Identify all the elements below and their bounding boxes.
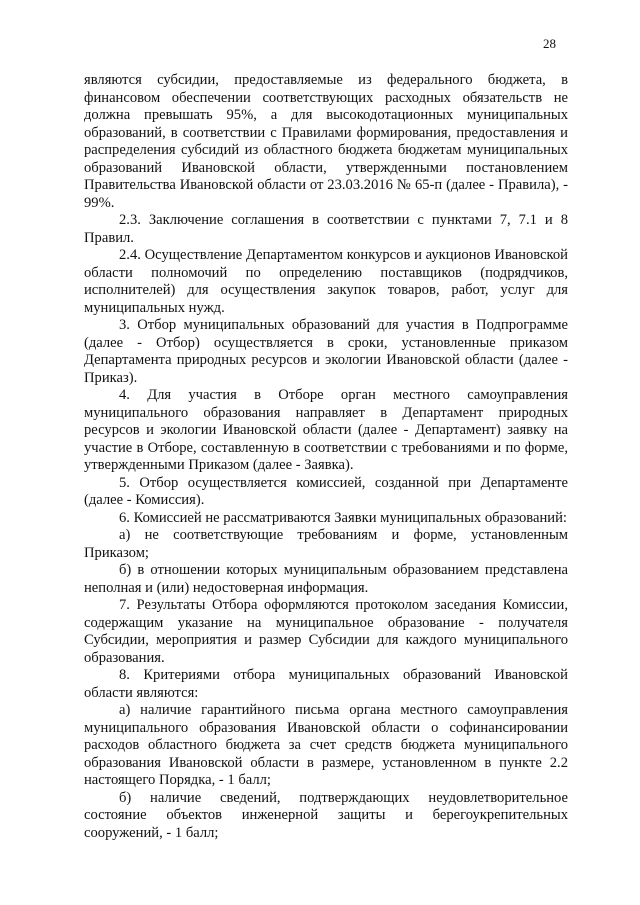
document-body (84, 72, 568, 842)
paragraph-5: 5. Отбор осуществляется комиссией, созданной при Департаменте (далее - Комиссия). (84, 474, 568, 508)
paragraph-2-3: 2.3. Заключение соглашения в соответствии с пунктами 7, 7.1 и 8 Правил. (84, 212, 568, 246)
paragraph-8: 8. Критериями отбора муниципальных образований Ивановской области являются: (84, 667, 568, 701)
paragraph-8-a: а) наличие гарантийного письма органа местного самоуправления муниципального образования Ивановской области о софинансировании расходов областного бюджета за счет средств бюджета муниципального образования Ивановской области в размере, установленном в пункте 2.2 настоящего Порядка, - 1 балл; (84, 702, 568, 788)
paragraph-continuation: являются субсидии, предоставляемые из федерального бюджета, в финансовом обеспечении соответствующих расходных обязательств не должна превышать 95%, а для высокодотационных муниципальных образований, в соответствии с Правилами формирования, предоставления и распределения субсидий из областного бюджета бюджетам муниципальных образований Ивановской области, утвержденными постановлением Правительства Ивановской области от 23.03.2016 № 65-п (далее - Правила), - 99%. (84, 72, 568, 211)
paragraph-7: 7. Результаты Отбора оформляются протоколом заседания Комиссии, содержащим указание на муниципальное образование - получателя Субсидии, мероприятия и размер Субсидии для каждого муниципального образования. (84, 597, 568, 666)
paragraph-4: 4. Для участия в Отборе орган местного самоуправления муниципального образования направляет в Департамент природных ресурсов и экологии Ивановской области (далее - Департамент) заявку на участие в Отборе, составленную в соответствии с требованиями и по форме, утвержденными Приказом (далее - Заявка). (84, 387, 568, 473)
paragraph-3: 3. Отбор муниципальных образований для участия в Подпрограмме (далее - Отбор) осуществляется в сроки, установленные приказом Департамента природных ресурсов и экологии Ивановской области (далее - Приказ). (84, 317, 568, 386)
paragraph-6-b: б) в отношении которых муниципальным образованием представлена неполная и (или) недостоверная информация. (84, 562, 568, 596)
paragraph-6: 6. Комиссией не рассматриваются Заявки муниципальных образований: (119, 509, 567, 526)
paragraph-6-a: а) не соответствующие требованиям и форме, установленным Приказом; (84, 527, 568, 561)
page-number: 28 (543, 36, 556, 51)
paragraph-8-b: б) наличие сведений, подтверждающих неудовлетворительное состояние объектов инженерной защиты и берегоукрепительных сооружений, - 1 балл; (84, 789, 568, 841)
paragraph-2-4: 2.4. Осуществление Департаментом конкурсов и аукционов Ивановской области полномочий по определению поставщиков (подрядчиков, исполнителей) для осуществления закупок товаров, работ, услуг для муниципальных нужд. (84, 247, 568, 316)
